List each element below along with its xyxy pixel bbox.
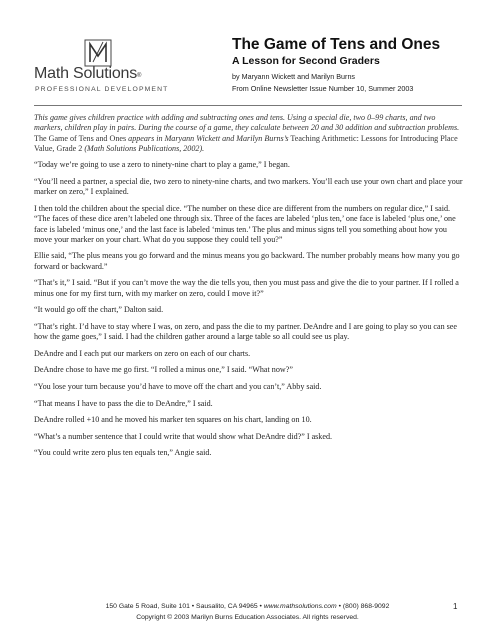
website-link[interactable]: www.mathsolutions.com (263, 603, 337, 610)
paragraph: DeAndre and I each put our markers on zero on each of our charts. (34, 348, 251, 358)
paragraph: “That means I have to pass the die to DeAndre,” I said. (34, 398, 213, 408)
paragraph: “That’s it,” I said. “But if you can’t move the way the die tells you, then you must pass and give the die to your partner. If I rolled a minus one for my first turn, with my marker on zero, could I move it?” (34, 278, 459, 298)
math-solutions-logo-icon (84, 39, 112, 67)
paragraph: Ellie said, “The plus means you go forward and the minus means you go backward. The number probably means how many you go forward or backward.” (34, 251, 460, 271)
footer-address: 150 Gate 5 Road, Suite 101 • Sausalito, CA 94965 • www.mathsolutions.com • (800) 868-9092 (105, 603, 390, 610)
paragraph: “Today we’re going to use a zero to ninety-nine chart to play a game,” I began. (34, 160, 290, 170)
footer-copyright: Copyright © 2003 Marilyn Burns Education Associates. All rights reserved. (136, 614, 359, 621)
page-title: The Game of Tens and Ones (232, 36, 441, 53)
paragraph: DeAndre rolled +10 and he moved his marker ten squares on his chart, landing on 10. (34, 415, 312, 425)
paragraph: DeAndre chose to have me go first. “I rolled a minus one,” I said. “What now?” (34, 365, 293, 375)
paragraph: “You lose your turn because you’d have to move off the chart and you can’t,” Abby said. (34, 381, 322, 391)
page-subtitle: A Lesson for Second Graders (232, 55, 380, 67)
page-header (0, 0, 495, 120)
paragraph: “You could write zero plus ten equals ten,” Angie said. (34, 448, 212, 458)
paragraph: “That’s right. I’d have to stay where I was, on zero, and pass the die to my partner. DeAndre and I are going to play so you can see how the game goes,” I said. I had the children gather around a large table so all could see us play. (34, 321, 457, 342)
logo-subtitle: PROFESSIONAL DEVELOPMENT (35, 86, 169, 93)
paragraph: “What’s a number sentence that I could write that would show what DeAndre did?” I asked. (34, 431, 333, 441)
intro-paragraph: This game gives children practice with adding and subtracting ones and tens. Using a special die, two 0–99 charts, and two markers, children play in pairs. During the course of a game, they calculate between 20 and 30 addition and subtraction problems. The Game of Tens and Ones appears in Maryann Wickett and Marilyn Burns’s Teaching Arithmetic: Lessons for Introducing Place Value, Grade 2 (Math Solutions Publications, 2002). (34, 113, 460, 153)
paragraph: “It would go off the chart,” Dalton said. (34, 305, 164, 315)
logo-name: Math Solutions® (34, 65, 142, 82)
paragraph: “You’ll need a partner, a special die, two zero to ninety-nine charts, and two markers. You’ll each use your own chart and place your marker on zero,” I explained. (34, 177, 463, 197)
article-body (34, 113, 464, 465)
paragraph: I then told the children about the special dice. “The number on these dice are different from the numbers on regular dice,” I said. “The faces of these dice aren’t labeled one through six. Three of the faces are labeled ‘plus ten,’ one face is labeled ‘plus one,’ one face is labeled ‘minus one,’ and the last face is labeled ‘minus ten.’ The plus and minus signs tell you something about how you move your marker on your chart. What do you suppose they could tell you?” (34, 203, 456, 244)
page-number: 1 (453, 602, 458, 611)
byline: by Maryann Wickett and Marilyn Burns (232, 72, 356, 81)
source-line: From Online Newsletter Issue Number 10, Summer 2003 (232, 84, 414, 93)
header-divider (34, 105, 462, 106)
